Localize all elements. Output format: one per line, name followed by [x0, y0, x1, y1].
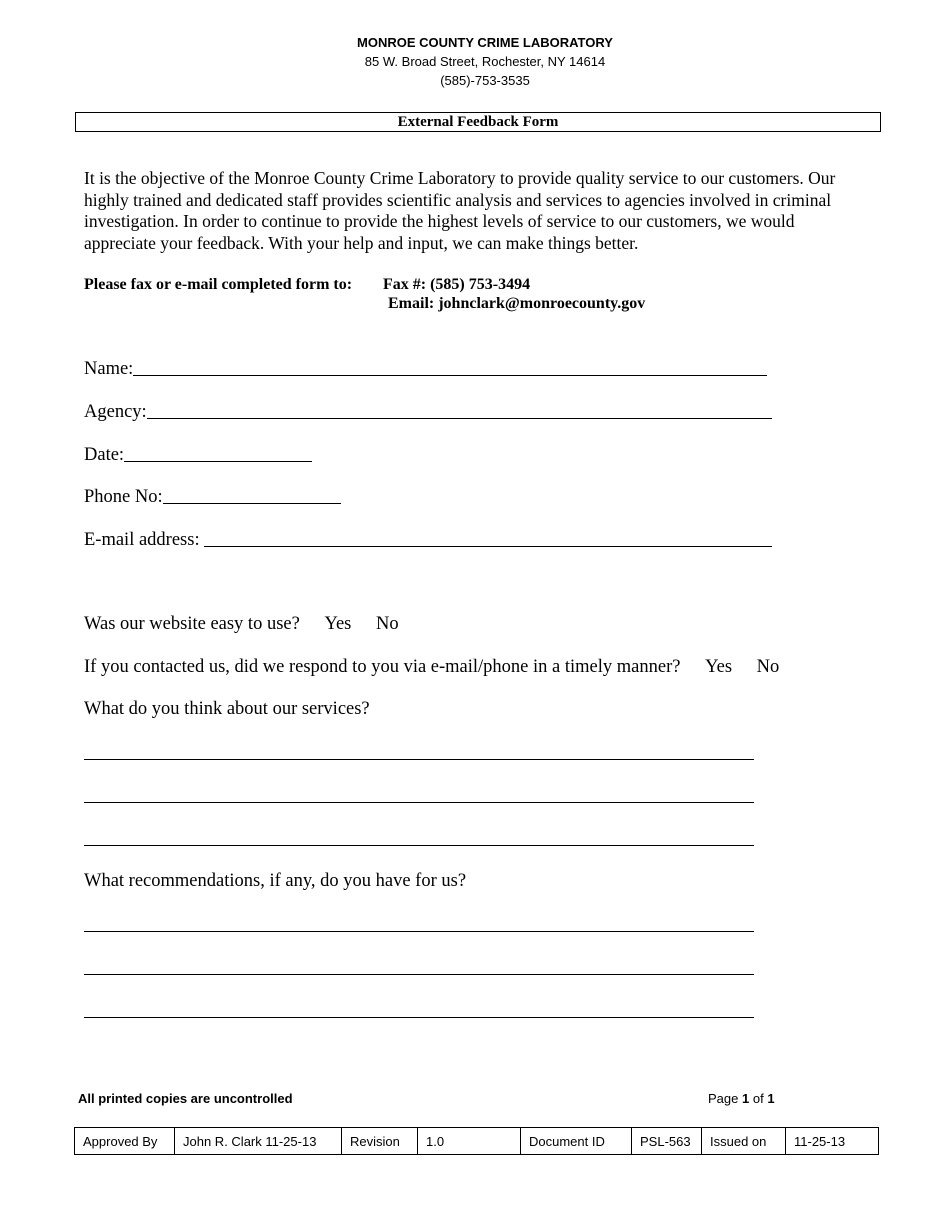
revision-value: 1.0 [418, 1128, 521, 1155]
response-question [84, 655, 779, 679]
recommendations-question: What recommendations, if any, do you have for us? [84, 871, 467, 891]
date-field[interactable] [84, 441, 312, 465]
email-blank[interactable] [204, 528, 772, 547]
services-answer-line[interactable] [84, 845, 754, 846]
agency-blank[interactable] [147, 400, 772, 419]
website-question [84, 612, 399, 636]
recommendations-answer-line[interactable] [84, 931, 754, 932]
response-question-text: If you contacted us, did we respond to you via e-mail/phone in a timely manner? [84, 657, 681, 677]
document-id-value: PSL-563 [632, 1128, 702, 1155]
page-indicator [708, 1091, 775, 1106]
name-field[interactable] [84, 355, 767, 379]
services-answer-line[interactable] [84, 759, 754, 760]
page-of-label: of [752, 1091, 764, 1106]
issued-on-value: 11-25-13 [786, 1128, 879, 1155]
date-blank[interactable] [124, 443, 312, 462]
uncontrolled-notice: All printed copies are uncontrolled [78, 1091, 293, 1106]
table-row [75, 1128, 879, 1155]
phone-field[interactable] [84, 483, 341, 507]
fax-number: Fax #: (585) 753-3494 [383, 276, 531, 293]
name-label: Name: [84, 359, 134, 379]
website-no-option[interactable]: No [376, 614, 399, 634]
approved-by-label: Approved By [75, 1128, 175, 1155]
form-title: External Feedback Form [75, 112, 881, 132]
intro-paragraph: It is the objective of the Monroe County Crime Laboratory to provide quality service to our customers. Our highly trained and dedicated staff provides scientific analysis and services to agencies involved in criminal investigation. In order to continue to provide the highest levels of service to our customers, we would appreciate your feedback. With your help and input, we can make things better. [84, 168, 836, 253]
lab-phone: (585)-753-3535 [440, 73, 530, 88]
approved-by-value: John R. Clark 11-25-13 [175, 1128, 342, 1155]
lab-name: MONROE COUNTY CRIME LABORATORY [357, 35, 613, 50]
date-label: Date: [84, 445, 125, 465]
website-question-text: Was our website easy to use? [84, 614, 300, 634]
page-total: 1 [767, 1091, 775, 1106]
agency-label: Agency: [84, 402, 147, 422]
recommendations-answer-line[interactable] [84, 974, 754, 975]
recommendations-answer-line[interactable] [84, 1017, 754, 1018]
lab-address: 85 W. Broad Street, Rochester, NY 14614 [364, 54, 606, 69]
contact-email: Email: johnclark@monroecounty.gov [388, 295, 646, 312]
response-yes-option[interactable]: Yes [705, 657, 733, 677]
services-question: What do you think about our services? [84, 699, 370, 719]
agency-field[interactable] [84, 398, 772, 422]
website-yes-option[interactable]: Yes [324, 614, 352, 634]
document-id-label: Document ID [521, 1128, 632, 1155]
page-label: Page [708, 1091, 739, 1106]
document-control-table [74, 1127, 879, 1155]
phone-label: Phone No: [84, 487, 163, 507]
submission-label: Please fax or e-mail completed form to: [84, 276, 353, 293]
email-field[interactable] [84, 526, 772, 550]
services-answer-line[interactable] [84, 802, 754, 803]
email-label: E-mail address: [84, 530, 200, 550]
name-blank[interactable] [133, 357, 767, 376]
revision-label: Revision [342, 1128, 418, 1155]
issued-on-label: Issued on [702, 1128, 786, 1155]
page-current: 1 [742, 1091, 750, 1106]
phone-blank[interactable] [163, 485, 341, 504]
response-no-option[interactable]: No [756, 657, 780, 677]
